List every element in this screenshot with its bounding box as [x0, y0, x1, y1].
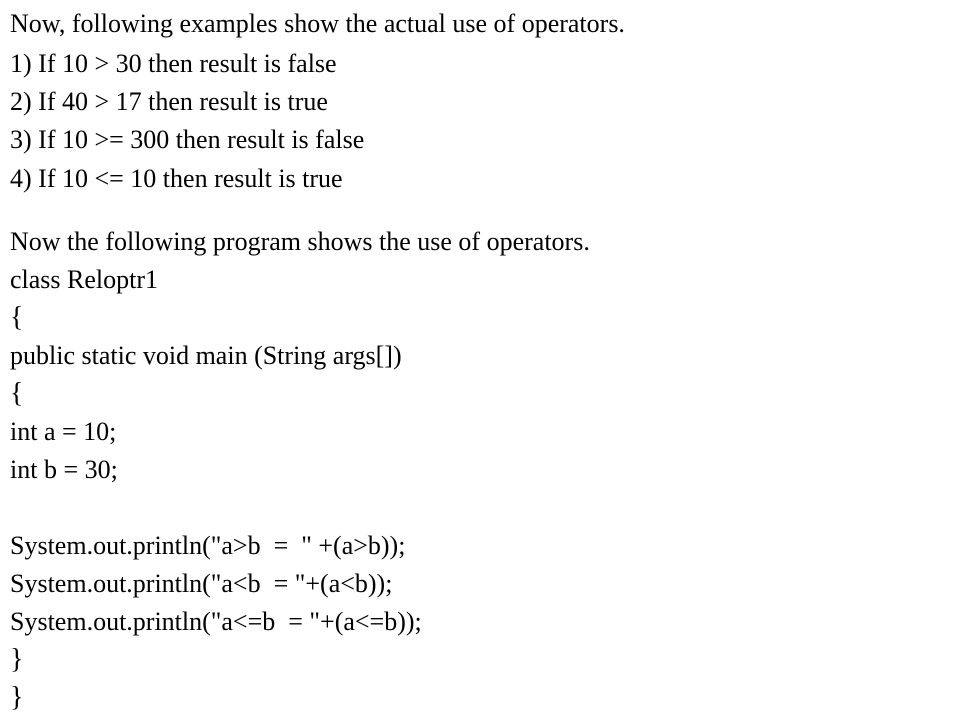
example-item-1: 1) If 10 > 30 then result is false — [10, 49, 337, 78]
code-line-println-greater: System.out.println("a>b = " +(a>b)); — [10, 531, 406, 560]
program-heading: Now the following program shows the use of operators. — [10, 227, 590, 256]
example-item-4: 4) If 10 <= 10 then result is true — [10, 164, 343, 193]
example-item-3: 3) If 10 >= 300 then result is false — [10, 125, 365, 154]
code-line-close-brace-main: } — [10, 644, 24, 675]
code-line-println-less: System.out.println("a<b = "+(a<b)); — [10, 569, 393, 598]
example-item-2: 2) If 40 > 17 then result is true — [10, 87, 328, 116]
code-line-println-less-equal: System.out.println("a<=b = "+(a<=b)); — [10, 607, 422, 636]
code-line-int-a: int a = 10; — [10, 417, 117, 446]
code-line-class-declaration: class Reloptr1 — [10, 265, 159, 294]
code-line-int-b: int b = 30; — [10, 455, 118, 484]
code-line-open-brace-main: { — [10, 378, 24, 409]
code-line-main-signature: public static void main (String args[]) — [10, 341, 402, 370]
code-line-open-brace-class: { — [10, 302, 24, 333]
code-line-close-brace-class: } — [10, 682, 24, 713]
examples-heading: Now, following examples show the actual use of operators. — [10, 9, 625, 38]
